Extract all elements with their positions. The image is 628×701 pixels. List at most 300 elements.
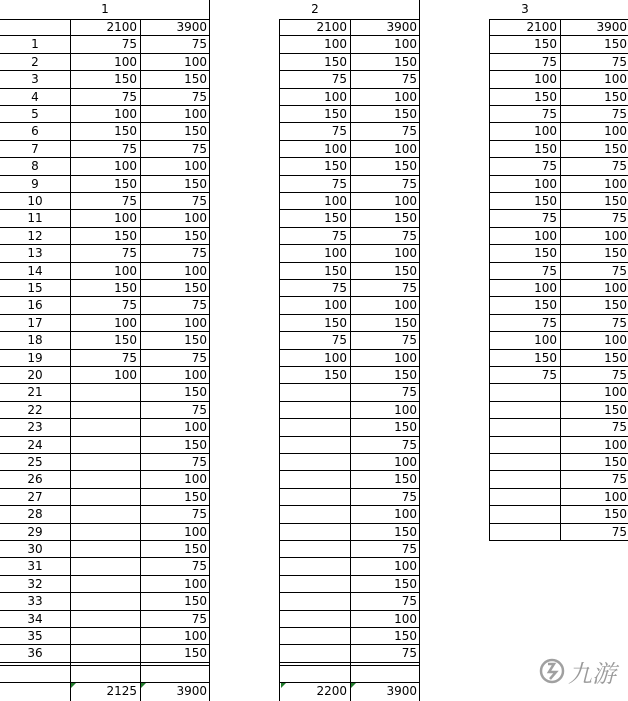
grid-line: [0, 262, 210, 263]
error-indicator-icon: [141, 683, 146, 688]
table-cell: [280, 541, 350, 558]
row-label: 29: [27, 524, 43, 539]
row-label: 27: [27, 489, 43, 504]
table-cell: 75: [541, 263, 557, 278]
table-cell: 150: [394, 524, 417, 539]
table-cell: [490, 437, 560, 454]
table-cell: 150: [534, 350, 557, 365]
table-cell: 100: [324, 298, 347, 313]
row-label: 3: [31, 72, 39, 87]
grid-line: [0, 436, 210, 437]
grid-line: [279, 662, 420, 663]
group-header: 1: [101, 2, 109, 16]
table-cell: 150: [394, 211, 417, 226]
table-cell: [490, 471, 560, 488]
table-cell: 100: [604, 281, 627, 295]
table-cell: 75: [331, 72, 347, 87]
table-cell: 100: [534, 72, 557, 87]
watermark-arrow-icon: [548, 664, 556, 679]
table-cell: 150: [394, 315, 417, 330]
table-cell: 75: [191, 89, 207, 104]
row-label: 8: [31, 159, 39, 174]
table-cell: [70, 506, 140, 523]
table-cell: 100: [184, 263, 207, 278]
table-cell: 75: [611, 368, 627, 382]
row-label: 2: [31, 54, 39, 69]
grid-line: [0, 314, 210, 315]
table-cell: 75: [611, 107, 627, 121]
grid-line: [489, 209, 628, 210]
grid-line: [489, 227, 628, 228]
row-label: 6: [31, 124, 39, 139]
grid-line: [279, 575, 420, 576]
table-cell: 150: [604, 455, 627, 469]
grid-line: [0, 331, 210, 332]
group-header: 3: [521, 2, 529, 16]
table-cell: 150: [534, 37, 557, 52]
row-label: 16: [27, 298, 43, 313]
table-cell: 100: [114, 263, 137, 278]
table-cell: 150: [534, 246, 557, 261]
table-cell: 100: [604, 176, 627, 191]
grid-line: [489, 505, 628, 506]
grid-line: [279, 244, 420, 245]
grid-line: [489, 279, 628, 280]
grid-line: [489, 192, 628, 193]
table-cell: [70, 437, 140, 454]
table-cell: 100: [184, 159, 207, 174]
table-cell: 100: [184, 420, 207, 435]
grid-line: [489, 70, 628, 71]
table-cell: 75: [401, 542, 417, 556]
grid-line: [0, 662, 210, 663]
grid-line: [0, 523, 210, 524]
table-cell: [280, 402, 350, 419]
row-label: 10: [27, 194, 43, 208]
table-cell: [280, 437, 350, 454]
grid-line: [0, 349, 210, 350]
grid-line: [489, 175, 628, 176]
table-cell: 75: [401, 72, 417, 87]
row-label: 14: [27, 263, 43, 278]
row-label: 11: [27, 211, 43, 226]
table-cell: 100: [184, 368, 207, 382]
table-cell: 75: [541, 211, 557, 226]
grid-line: [279, 296, 420, 297]
grid-line: [279, 53, 420, 54]
grid-line: [0, 53, 210, 54]
grid-line: [0, 140, 210, 141]
row-label: 35: [27, 629, 43, 643]
table-cell: 75: [191, 455, 207, 469]
table-cell: 100: [394, 507, 417, 522]
table-cell: 75: [191, 350, 207, 365]
table-cell: [490, 454, 560, 471]
grid-line: [279, 209, 420, 210]
table-cell: 100: [114, 54, 137, 69]
table-cell: 75: [541, 107, 557, 121]
table-cell: 75: [191, 507, 207, 522]
total-cell: 2125: [106, 684, 137, 698]
table-cell: 75: [191, 141, 207, 156]
grid-line: [0, 175, 210, 176]
grid-line: [489, 105, 628, 106]
row-label: 31: [27, 559, 43, 574]
grid-line: [489, 244, 628, 245]
grid-line: [489, 122, 628, 123]
table-cell: 150: [604, 350, 627, 365]
table-cell: 150: [324, 368, 347, 382]
row-label: 20: [27, 368, 43, 382]
row-label: 5: [31, 107, 39, 121]
grid-line: [0, 296, 210, 297]
row-label: 15: [27, 281, 43, 295]
table-cell: [280, 611, 350, 628]
table-cell: [490, 402, 560, 419]
table-cell: 75: [401, 228, 417, 243]
table-cell: 150: [324, 263, 347, 278]
grid-line: [279, 122, 420, 123]
table-cell: 150: [324, 159, 347, 174]
row-label: 32: [27, 576, 43, 591]
table-cell: [70, 628, 140, 645]
grid-line: [279, 192, 420, 193]
table-cell: [280, 593, 350, 610]
watermark-logo: [530, 560, 628, 701]
grid-line: [279, 436, 420, 437]
grid-line: [0, 418, 210, 419]
grid-line: [0, 470, 210, 471]
grid-line: [489, 383, 628, 384]
row-label: 7: [31, 141, 39, 156]
grid-line: [489, 488, 628, 489]
grid-line: [279, 383, 420, 384]
row-label: 25: [27, 455, 43, 469]
table-cell: [490, 489, 560, 506]
table-cell: 150: [184, 333, 207, 348]
table-cell: 75: [121, 194, 137, 208]
grid-line: [0, 682, 210, 683]
table-cell: [70, 454, 140, 471]
grid-line: [0, 665, 210, 666]
grid-line: [279, 331, 420, 332]
row-label: 17: [27, 315, 43, 330]
grid-line: [0, 505, 210, 506]
table-cell: 150: [184, 124, 207, 139]
table-cell: 100: [394, 37, 417, 52]
table-cell: 150: [114, 333, 137, 348]
grid-line: [0, 209, 210, 210]
table-cell: 75: [331, 176, 347, 191]
table-cell: [70, 419, 140, 436]
grid-line: [489, 366, 628, 367]
table-cell: 150: [394, 420, 417, 435]
table-cell: [70, 645, 140, 662]
grid-line: [489, 53, 628, 54]
column-header: 2100: [526, 20, 557, 34]
table-cell: 150: [394, 54, 417, 69]
grid-line: [279, 157, 420, 158]
table-cell: 150: [534, 298, 557, 313]
table-cell: 150: [394, 576, 417, 591]
table-cell: [490, 506, 560, 523]
table-cell: [70, 541, 140, 558]
row-label: 21: [27, 385, 43, 400]
table-cell: 75: [611, 420, 627, 435]
table-cell: 100: [184, 211, 207, 226]
row-label: 19: [27, 350, 43, 365]
table-cell: 100: [394, 611, 417, 626]
table-cell: 75: [121, 298, 137, 313]
row-label: 1: [31, 37, 39, 52]
table-cell: 75: [541, 54, 557, 69]
grid-line: [279, 505, 420, 506]
table-cell: 100: [604, 385, 627, 400]
grid-line: [489, 436, 628, 437]
table-cell: 100: [324, 194, 347, 208]
grid-line: [0, 575, 210, 576]
grid-line: [489, 349, 628, 350]
grid-line: [0, 70, 210, 71]
grid-line: [489, 401, 628, 402]
table-cell: 100: [394, 559, 417, 574]
table-cell: 75: [191, 559, 207, 574]
grid-line: [0, 644, 210, 645]
row-label: 24: [27, 437, 43, 452]
table-cell: 100: [394, 246, 417, 261]
grid-line: [279, 279, 420, 280]
grid-line: [489, 540, 628, 541]
table-cell: 150: [394, 159, 417, 174]
table-cell: 75: [191, 402, 207, 417]
table-cell: 150: [184, 385, 207, 400]
table-cell: 150: [534, 89, 557, 104]
table-cell: 100: [534, 228, 557, 243]
table-cell: [70, 471, 140, 488]
table-cell: 150: [114, 281, 137, 295]
total-cell: 2200: [316, 684, 347, 698]
grid-line: [279, 88, 420, 89]
table-cell: 75: [331, 281, 347, 295]
table-cell: 75: [611, 263, 627, 278]
table-cell: 150: [184, 176, 207, 191]
grid-line: [279, 349, 420, 350]
table-cell: 100: [184, 472, 207, 487]
table-cell: 75: [331, 333, 347, 348]
table-cell: 150: [114, 176, 137, 191]
grid-line: [0, 366, 210, 367]
table-cell: 75: [401, 385, 417, 400]
table-cell: 75: [191, 194, 207, 208]
row-label: 23: [27, 420, 43, 435]
grid-line: [0, 105, 210, 106]
table-cell: 75: [121, 350, 137, 365]
table-cell: [70, 593, 140, 610]
total-cell: 3900: [386, 684, 417, 698]
table-cell: 100: [534, 333, 557, 348]
grid-line: [0, 192, 210, 193]
table-cell: 100: [114, 159, 137, 174]
table-cell: 100: [394, 89, 417, 104]
grid-line: [489, 262, 628, 263]
grid-line: [489, 470, 628, 471]
table-cell: 150: [184, 281, 207, 295]
table-cell: 150: [394, 107, 417, 121]
table-cell: 75: [541, 368, 557, 382]
table-cell: 150: [604, 507, 627, 522]
grid-line: [489, 19, 490, 541]
grid-line: [0, 592, 210, 593]
table-cell: [70, 524, 140, 541]
column-header: 2100: [316, 20, 347, 34]
table-cell: [280, 471, 350, 488]
grid-line: [279, 470, 420, 471]
table-cell: 100: [394, 455, 417, 469]
grid-line: [0, 122, 210, 123]
table-cell: 150: [534, 194, 557, 208]
table-cell: [280, 645, 350, 662]
table-cell: 75: [611, 211, 627, 226]
grid-line: [0, 157, 210, 158]
table-cell: [70, 384, 140, 401]
row-label: 18: [27, 333, 43, 348]
row-label: 4: [31, 89, 39, 104]
table-cell: 150: [184, 228, 207, 243]
row-label: 26: [27, 472, 43, 487]
table-cell: 100: [184, 629, 207, 643]
table-cell: 75: [191, 298, 207, 313]
table-cell: 150: [324, 54, 347, 69]
table-cell: 100: [394, 194, 417, 208]
table-cell: 75: [121, 37, 137, 52]
table-cell: [280, 576, 350, 593]
table-cell: 75: [121, 246, 137, 261]
table-cell: 100: [604, 333, 627, 348]
grid-line: [279, 70, 420, 71]
table-cell: 75: [541, 159, 557, 174]
table-cell: 75: [121, 89, 137, 104]
table-cell: 75: [401, 281, 417, 295]
table-cell: 100: [604, 124, 627, 139]
table-cell: 100: [604, 228, 627, 243]
table-cell: 100: [114, 211, 137, 226]
table-cell: [280, 628, 350, 645]
table-cell: 100: [394, 298, 417, 313]
table-cell: 150: [184, 594, 207, 609]
grid-line: [489, 88, 628, 89]
table-cell: 100: [604, 489, 627, 504]
table-cell: 75: [331, 228, 347, 243]
table-cell: 100: [184, 524, 207, 539]
table-cell: 75: [611, 159, 627, 174]
table-cell: [490, 419, 560, 436]
grid-line: [0, 244, 210, 245]
row-label: 36: [27, 646, 43, 661]
table-cell: 75: [401, 646, 417, 661]
table-cell: [490, 524, 560, 541]
group-header: 2: [311, 2, 319, 16]
table-cell: 100: [534, 281, 557, 295]
row-label: 9: [31, 176, 39, 191]
grid-line: [279, 35, 420, 36]
table-cell: 100: [114, 368, 137, 382]
grid-line: [279, 140, 420, 141]
grid-line: [279, 682, 420, 683]
table-cell: 150: [604, 402, 627, 417]
table-cell: 100: [324, 350, 347, 365]
table-cell: 75: [611, 54, 627, 69]
table-cell: 100: [604, 437, 627, 452]
table-cell: [280, 558, 350, 575]
grid-line: [279, 366, 420, 367]
table-cell: [70, 558, 140, 575]
grid-line: [0, 453, 210, 454]
table-cell: 75: [191, 611, 207, 626]
table-cell: 150: [184, 72, 207, 87]
table-cell: 75: [401, 594, 417, 609]
table-cell: [70, 576, 140, 593]
table-cell: 150: [114, 72, 137, 87]
grid-line: [279, 488, 420, 489]
table-cell: 150: [184, 489, 207, 504]
table-cell: 100: [394, 350, 417, 365]
grid-line: [279, 175, 420, 176]
table-cell: 75: [401, 333, 417, 348]
error-indicator-icon: [281, 683, 286, 688]
grid-line: [279, 592, 420, 593]
row-label: 22: [27, 402, 43, 417]
grid-line: [489, 418, 628, 419]
table-cell: 100: [534, 124, 557, 139]
grid-line: [0, 401, 210, 402]
watermark-text: 九游: [568, 660, 616, 688]
grid-line: [279, 105, 420, 106]
table-cell: 100: [114, 315, 137, 330]
grid-line: [279, 540, 420, 541]
table-cell: 150: [184, 542, 207, 556]
table-cell: 100: [184, 54, 207, 69]
grid-line: [0, 279, 210, 280]
error-indicator-icon: [71, 683, 76, 688]
grid-line: [279, 227, 420, 228]
grid-line: [279, 665, 420, 666]
table-cell: 100: [394, 402, 417, 417]
table-cell: 150: [394, 263, 417, 278]
grid-line: [489, 314, 628, 315]
table-cell: 150: [534, 141, 557, 156]
table-cell: 100: [324, 37, 347, 52]
column-header: 3900: [386, 20, 417, 34]
table-cell: 150: [394, 368, 417, 382]
table-cell: 150: [184, 646, 207, 661]
table-cell: [70, 402, 140, 419]
table-cell: [70, 489, 140, 506]
table-cell: 150: [604, 37, 627, 52]
table-cell: [280, 524, 350, 541]
table-cell: 75: [331, 124, 347, 139]
table-cell: 75: [401, 176, 417, 191]
row-label: 33: [27, 594, 43, 609]
grid-line: [489, 35, 628, 36]
table-cell: 150: [604, 246, 627, 261]
grid-line: [0, 627, 210, 628]
grid-line: [0, 227, 210, 228]
column-header: 3900: [176, 20, 207, 34]
table-cell: 100: [324, 141, 347, 156]
table-cell: 150: [324, 315, 347, 330]
table-cell: 75: [541, 315, 557, 330]
table-cell: 100: [534, 176, 557, 191]
